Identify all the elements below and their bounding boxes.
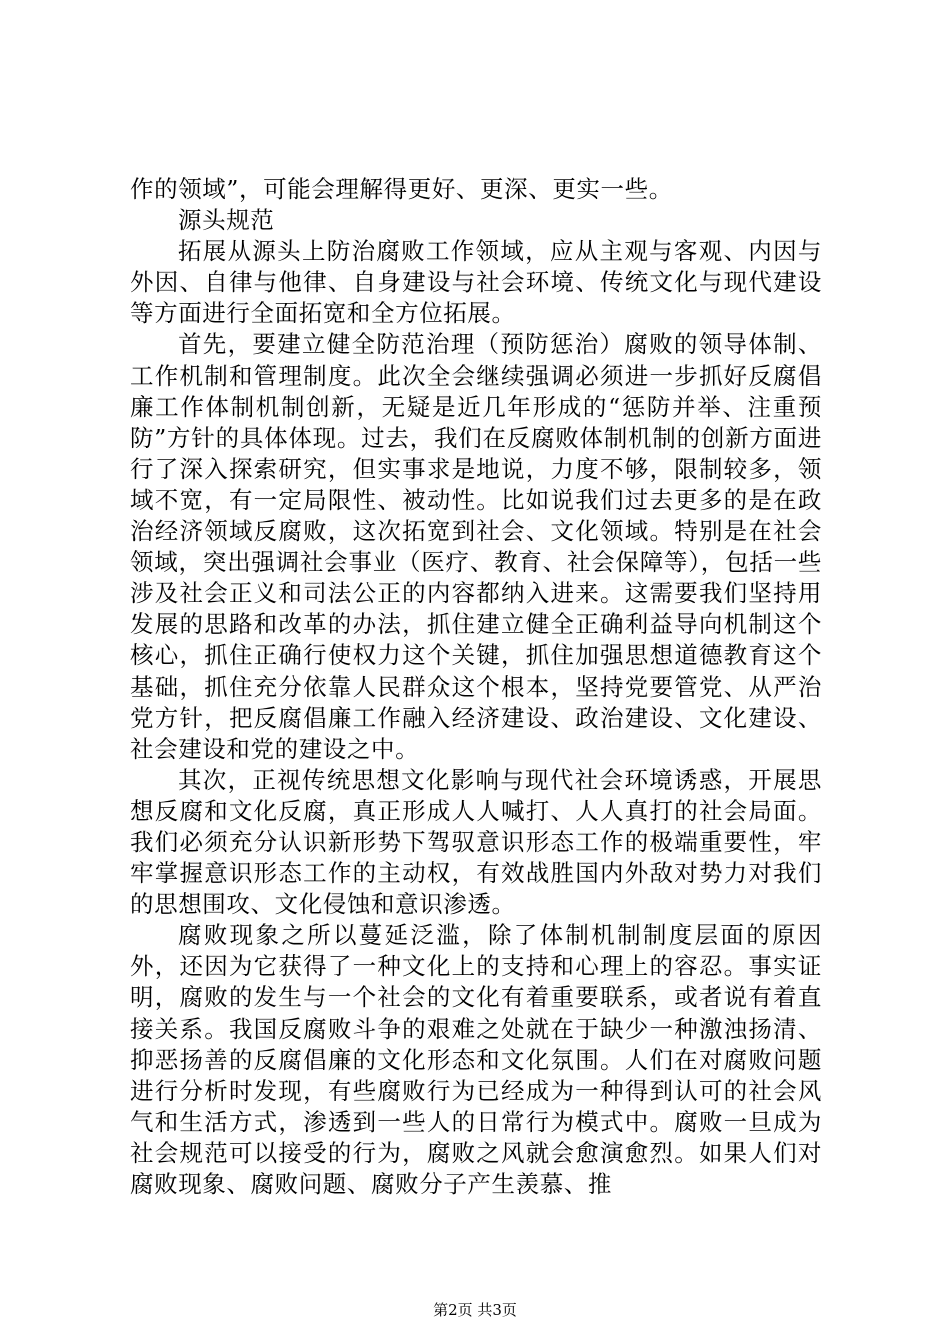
page-footer: 第2页 共3页 [433, 1301, 517, 1319]
section-heading: 源头规范 [178, 206, 275, 235]
paragraph-second: 其次，正视传统思想文化影响与现代社会环境诱惑，开展思想反腐和文化反腐，真正形成人人喊打、人人真打的社会局面。我们必须充分认识新形势下驾驭意识形态工作的极端重要性，牢牢掌握意识形态工作的主动权，有效战胜国内外敌对势力对我们的思想围攻、文化侵蚀和意识渗透。 [130, 765, 822, 919]
document-body [130, 174, 822, 1200]
paragraph-first: 首先，要建立健全防范治理（预防惩治）腐败的领导体制、工作机制和管理制度。此次全会继续强调必须进一步抓好反腐倡廉工作体制机制创新，无疑是近几年形成的“惩防并举、注重预防”方针的具体体现。过去，我们在反腐败体制机制的创新方面进行了深入探索研究，但实事求是地说，力度不够，限制较多，领域不宽，有一定局限性、被动性。比如说我们过去更多的是在政治经济领域反腐败，这次拓宽到社会、文化领域。特别是在社会领域，突出强调社会事业（医疗、教育、社会保障等），包括一些涉及社会正义和司法公正的内容都纳入进来。这需要我们坚持用发展的思路和改革的办法，抓住建立健全正确利益导向机制这个核心，抓住正确行使权力这个关键，抓住加强思想道德教育这个基础，抓住充分依靠人民群众这个根本，坚持党要管党、从严治党方针，把反腐倡廉工作融入经济建设、政治建设、文化建设、社会建设和党的建设之中。 [130, 330, 822, 763]
paragraph-continued: 作的领域”，可能会理解得更好、更深、更实一些。 [130, 175, 673, 203]
paragraph-third: 腐败现象之所以蔓延泛滥，除了体制机制制度层面的原因外，还因为它获得了一种文化上的支持和心理上的容忍。事实证明，腐败的发生与一个社会的文化有着重要联系，或者说有着直接关系。我国反腐败斗争的艰难之处就在于缺少一种激浊扬清、抑恶扬善的反腐倡廉的文化形态和文化氛围。人们在对腐败问题进行分析时发现，有些腐败行为已经成为一种得到认可的社会风气和生活方式，渗透到一些人的日常行为模式中。腐败一旦成为社会规范可以接受的行为，腐败之风就会愈演愈烈。如果人们对腐败现象、腐败问题、腐败分子产生羡慕、推 [130, 921, 822, 1198]
paragraph-intro: 拓展从源头上防治腐败工作领域，应从主观与客观、内因与外因、自律与他律、自身建设与社会环境、传统文化与现代建设等方面进行全面拓宽和全方位拓展。 [130, 237, 822, 328]
